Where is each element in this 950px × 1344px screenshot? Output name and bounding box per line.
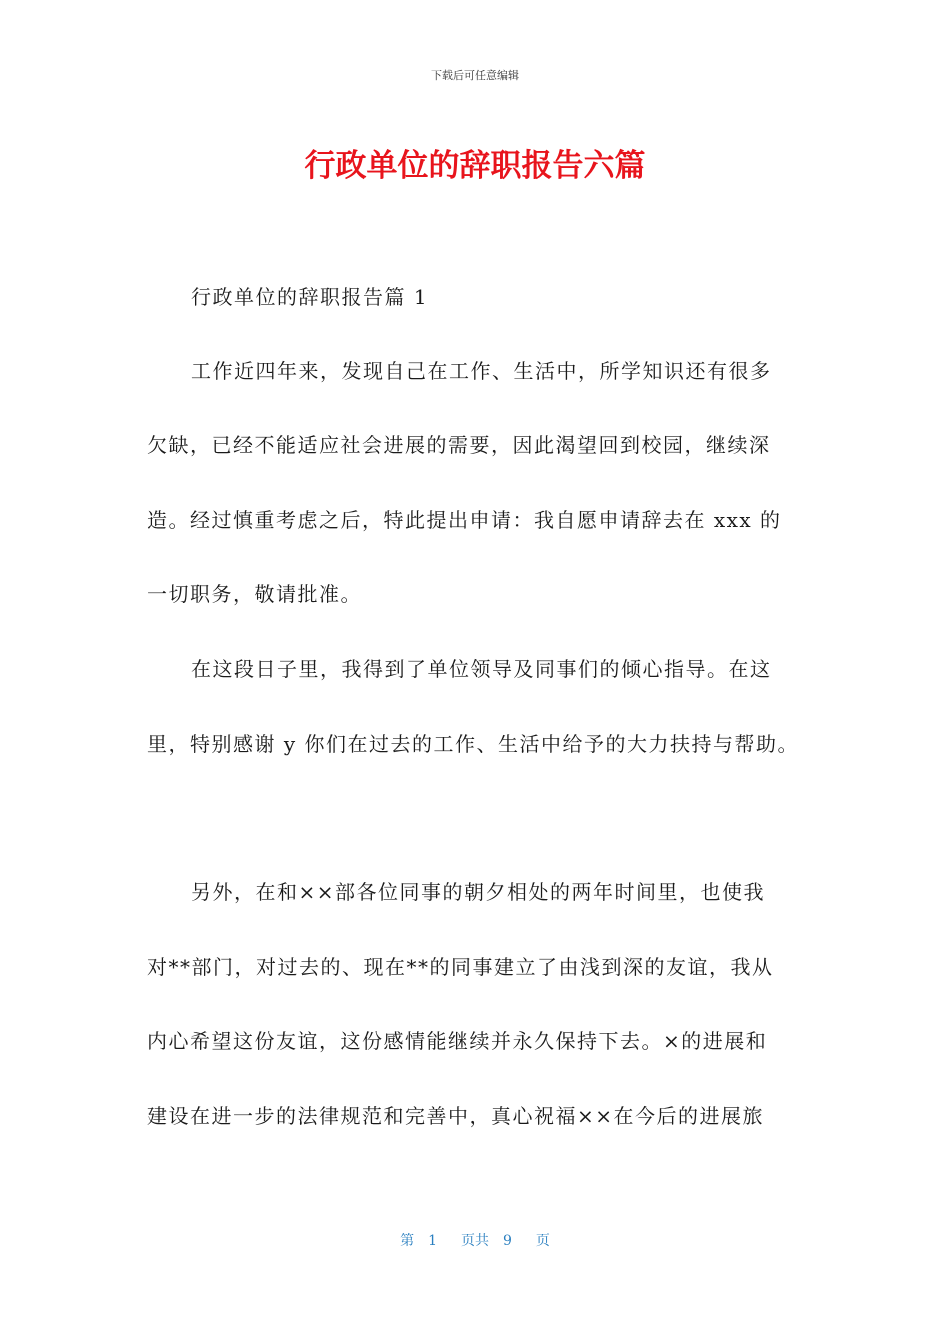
page-footer xyxy=(0,1230,950,1250)
paragraph-line: 一切职务，敬请批准。 xyxy=(147,582,362,606)
document-title: 行政单位的辞职报告六篇 xyxy=(304,148,646,184)
footer-total-pages: 9 xyxy=(503,1233,512,1249)
footer-page-number: 1 xyxy=(428,1233,437,1249)
paragraph-line: 造。经过慎重考虑之后，特此提出申请：我自愿申请辞去在 xxx 的 xyxy=(147,508,782,532)
paragraph-line: 欠缺，已经不能适应社会进展的需要，因此渴望回到校园，继续深 xyxy=(147,433,771,457)
paragraph-line: 工作近四年来，发现自己在工作、生活中，所学知识还有很多 xyxy=(191,359,772,383)
paragraph-line: 建设在进一步的法律规范和完善中，真心祝福××在今后的进展旅 xyxy=(147,1104,765,1128)
footer-suffix: 页 xyxy=(535,1233,550,1249)
section-heading: 行政单位的辞职报告篇 1 xyxy=(191,285,429,309)
paragraph-line: 内心希望这份友谊，这份感情能继续并永久保持下去。×的进展和 xyxy=(147,1029,768,1053)
header-note: 下载后可任意编辑 xyxy=(431,69,519,82)
paragraph-line: 对**部门，对过去的、现在**的同事建立了由浅到深的友谊，我从 xyxy=(147,955,774,979)
paragraph-line: 另外，在和××部各位同事的朝夕相处的两年时间里，也使我 xyxy=(191,880,766,904)
paragraph-line: 在这段日子里，我得到了单位领导及同事们的倾心指导。在这 xyxy=(191,657,772,681)
paragraph-line: 里，特别感谢 y 你们在过去的工作、生活中给予的大力扶持与帮助。 xyxy=(147,732,800,756)
footer-prefix: 第 xyxy=(400,1233,415,1249)
footer-middle: 页共 xyxy=(461,1233,489,1249)
